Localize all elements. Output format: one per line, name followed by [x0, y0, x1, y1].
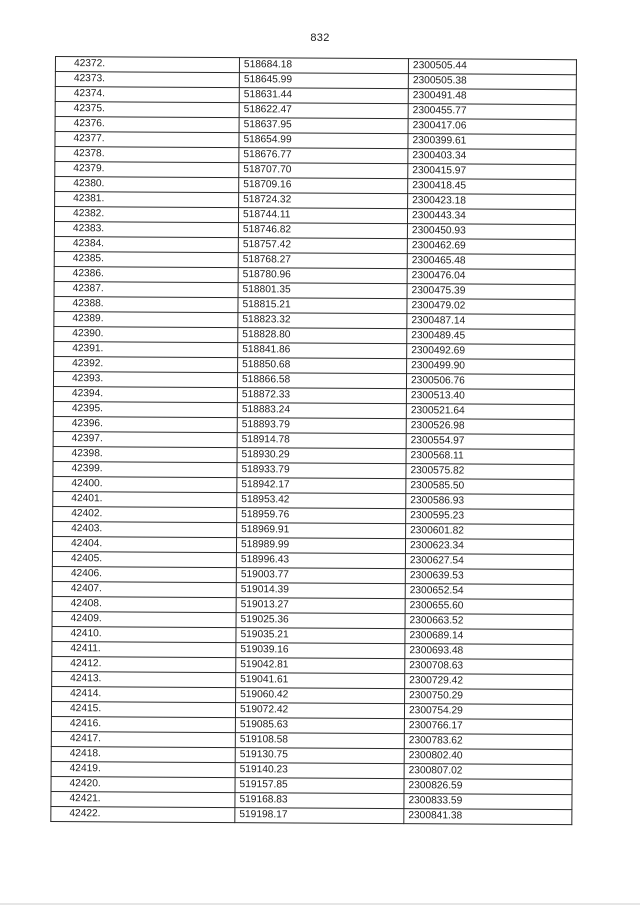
- point-number-cell: 42395.: [53, 401, 237, 417]
- northing-cell: 2300841.38: [404, 809, 572, 825]
- northing-cell: 2300476.04: [407, 269, 575, 285]
- northing-cell: 2300479.02: [407, 299, 575, 315]
- northing-cell: 2300399.61: [408, 134, 576, 150]
- page-number: 832: [310, 32, 330, 44]
- easting-cell: 518631.44: [239, 88, 408, 104]
- coordinate-table: [50, 56, 577, 825]
- point-number-cell: 42387.: [54, 281, 238, 297]
- easting-cell: 519072.42: [235, 703, 404, 719]
- point-number-cell: 42372.: [55, 57, 239, 73]
- point-number-cell: 42404.: [52, 536, 236, 552]
- northing-cell: 2300443.34: [407, 209, 575, 225]
- northing-cell: 2300415.97: [408, 164, 576, 180]
- easting-cell: 519035.21: [236, 628, 405, 644]
- easting-cell: 518780.96: [238, 268, 407, 284]
- point-number-cell: 42419.: [51, 761, 235, 777]
- point-number-cell: 42377.: [55, 132, 239, 148]
- northing-cell: 2300489.45: [407, 329, 575, 345]
- point-number-cell: 42379.: [55, 162, 239, 178]
- easting-cell: 518684.18: [239, 58, 408, 74]
- northing-cell: 2300465.48: [407, 254, 575, 270]
- northing-cell: 2300403.34: [408, 149, 576, 165]
- easting-cell: 518893.79: [237, 418, 406, 434]
- easting-cell: 518959.76: [237, 508, 406, 524]
- easting-cell: 519157.85: [235, 778, 404, 794]
- point-number-cell: 42400.: [53, 476, 237, 492]
- point-number-cell: 42396.: [53, 416, 237, 432]
- easting-cell: 518823.32: [238, 313, 407, 329]
- northing-cell: 2300826.59: [404, 779, 572, 795]
- coordinate-table-container: [50, 56, 557, 825]
- easting-cell: 518930.29: [237, 448, 406, 464]
- point-number-cell: 42412.: [52, 656, 236, 672]
- northing-cell: 2300554.97: [406, 434, 574, 450]
- northing-cell: 2300526.98: [406, 419, 574, 435]
- easting-cell: 518645.99: [239, 73, 408, 89]
- northing-cell: 2300708.63: [405, 659, 573, 675]
- northing-cell: 2300487.14: [407, 314, 575, 330]
- northing-cell: 2300450.93: [407, 224, 575, 240]
- easting-cell: 519025.36: [236, 613, 405, 629]
- point-number-cell: 42406.: [52, 566, 236, 582]
- easting-cell: 519041.61: [236, 673, 405, 689]
- northing-cell: 2300652.54: [405, 584, 573, 600]
- easting-cell: 518707.70: [239, 163, 408, 179]
- point-number-cell: 42409.: [52, 611, 236, 627]
- easting-cell: 518801.35: [238, 283, 407, 299]
- point-number-cell: 42398.: [53, 446, 237, 462]
- easting-cell: 518654.99: [239, 133, 408, 149]
- easting-cell: 518996.43: [236, 553, 405, 569]
- point-number-cell: 42375.: [55, 102, 239, 118]
- northing-cell: 2300783.62: [404, 734, 572, 750]
- point-number-cell: 42418.: [51, 746, 235, 762]
- northing-cell: 2300505.38: [408, 74, 576, 90]
- northing-cell: 2300585.50: [406, 479, 574, 495]
- easting-cell: 518709.16: [239, 178, 408, 194]
- point-number-cell: 42393.: [53, 371, 237, 387]
- northing-cell: 2300513.40: [406, 389, 574, 405]
- easting-cell: 518828.80: [238, 328, 407, 344]
- point-number-cell: 42417.: [51, 731, 235, 747]
- point-number-cell: 42380.: [55, 177, 239, 193]
- northing-cell: 2300505.44: [408, 59, 576, 75]
- northing-cell: 2300462.69: [407, 239, 575, 255]
- easting-cell: 518637.95: [239, 118, 408, 134]
- easting-cell: 518724.32: [239, 193, 408, 209]
- point-number-cell: 42411.: [52, 641, 236, 657]
- point-number-cell: 42402.: [53, 506, 237, 522]
- northing-cell: 2300491.48: [408, 89, 576, 105]
- point-number-cell: 42408.: [52, 596, 236, 612]
- easting-cell: 518850.68: [238, 358, 407, 374]
- easting-cell: 518622.47: [239, 103, 408, 119]
- easting-cell: 519085.63: [235, 718, 404, 734]
- easting-cell: 519108.58: [235, 733, 404, 749]
- northing-cell: 2300729.42: [405, 674, 573, 690]
- point-number-cell: 42391.: [54, 341, 238, 357]
- point-number-cell: 42382.: [54, 207, 238, 223]
- northing-cell: 2300492.69: [407, 344, 575, 360]
- easting-cell: 518757.42: [238, 238, 407, 254]
- easting-cell: 519140.23: [235, 763, 404, 779]
- point-number-cell: 42378.: [55, 147, 239, 163]
- northing-cell: 2300586.93: [406, 494, 574, 510]
- point-number-cell: 42374.: [55, 87, 239, 103]
- point-number-cell: 42383.: [54, 221, 238, 237]
- northing-cell: 2300423.18: [408, 194, 576, 210]
- point-number-cell: 42385.: [54, 251, 238, 267]
- point-number-cell: 42384.: [54, 236, 238, 252]
- point-number-cell: 42416.: [51, 716, 235, 732]
- point-number-cell: 42399.: [53, 461, 237, 477]
- coordinate-table-body: [51, 57, 577, 825]
- northing-cell: 2300418.45: [408, 179, 576, 195]
- easting-cell: 518914.78: [237, 433, 406, 449]
- northing-cell: 2300506.76: [406, 374, 574, 390]
- point-number-cell: 42407.: [52, 581, 236, 597]
- northing-cell: 2300689.14: [405, 629, 573, 645]
- northing-cell: 2300568.11: [406, 449, 574, 465]
- easting-cell: 518866.58: [237, 373, 406, 389]
- easting-cell: 518676.77: [239, 148, 408, 164]
- point-number-cell: 42415.: [51, 701, 235, 717]
- point-number-cell: 42376.: [55, 117, 239, 133]
- easting-cell: 518953.42: [237, 493, 406, 509]
- easting-cell: 518768.27: [238, 253, 407, 269]
- northing-cell: 2300455.77: [408, 104, 576, 120]
- northing-cell: 2300575.82: [406, 464, 574, 480]
- table-row: [51, 806, 572, 824]
- northing-cell: 2300595.23: [406, 509, 574, 525]
- point-number-cell: 42389.: [54, 311, 238, 327]
- northing-cell: 2300833.59: [404, 794, 572, 810]
- easting-cell: 518841.86: [238, 343, 407, 359]
- northing-cell: 2300499.90: [407, 359, 575, 375]
- easting-cell: 518942.17: [237, 478, 406, 494]
- northing-cell: 2300663.52: [405, 614, 573, 630]
- easting-cell: 518872.33: [237, 388, 406, 404]
- point-number-cell: 42414.: [52, 686, 236, 702]
- point-number-cell: 42405.: [52, 551, 236, 567]
- point-number-cell: 42422.: [51, 806, 235, 822]
- easting-cell: 519060.42: [236, 688, 405, 704]
- easting-cell: 518989.99: [236, 538, 405, 554]
- northing-cell: 2300627.54: [405, 554, 573, 570]
- northing-cell: 2300623.34: [405, 539, 573, 555]
- northing-cell: 2300754.29: [404, 704, 572, 720]
- easting-cell: 518815.21: [238, 298, 407, 314]
- northing-cell: 2300475.39: [407, 284, 575, 300]
- northing-cell: 2300639.53: [405, 569, 573, 585]
- northing-cell: 2300601.82: [406, 524, 574, 540]
- easting-cell: 519042.81: [236, 658, 405, 674]
- northing-cell: 2300802.40: [404, 749, 572, 765]
- northing-cell: 2300693.48: [405, 644, 573, 660]
- point-number-cell: 42381.: [55, 192, 239, 208]
- easting-cell: 519014.39: [236, 583, 405, 599]
- point-number-cell: 42401.: [53, 491, 237, 507]
- point-number-cell: 42388.: [54, 296, 238, 312]
- northing-cell: 2300521.64: [406, 404, 574, 420]
- northing-cell: 2300655.60: [405, 599, 573, 615]
- northing-cell: 2300417.06: [408, 119, 576, 135]
- point-number-cell: 42420.: [51, 776, 235, 792]
- easting-cell: 518744.11: [238, 208, 407, 224]
- point-number-cell: 42386.: [54, 266, 238, 282]
- easting-cell: 519130.75: [235, 748, 404, 764]
- northing-cell: 2300750.29: [405, 689, 573, 705]
- easting-cell: 518746.82: [238, 223, 407, 239]
- point-number-cell: 42410.: [52, 626, 236, 642]
- easting-cell: 518933.79: [237, 463, 406, 479]
- easting-cell: 518969.91: [237, 523, 406, 539]
- easting-cell: 518883.24: [237, 403, 406, 419]
- point-number-cell: 42373.: [55, 72, 239, 88]
- point-number-cell: 42394.: [53, 386, 237, 402]
- point-number-cell: 42390.: [54, 326, 238, 342]
- point-number-cell: 42421.: [51, 791, 235, 807]
- easting-cell: 519003.77: [236, 568, 405, 584]
- point-number-cell: 42413.: [52, 671, 236, 687]
- easting-cell: 519013.27: [236, 598, 405, 614]
- point-number-cell: 42392.: [54, 356, 238, 372]
- point-number-cell: 42403.: [53, 521, 237, 537]
- easting-cell: 519198.17: [235, 808, 404, 824]
- easting-cell: 519168.83: [235, 793, 404, 809]
- point-number-cell: 42397.: [53, 431, 237, 447]
- easting-cell: 519039.16: [236, 643, 405, 659]
- northing-cell: 2300807.02: [404, 764, 572, 780]
- northing-cell: 2300766.17: [404, 719, 572, 735]
